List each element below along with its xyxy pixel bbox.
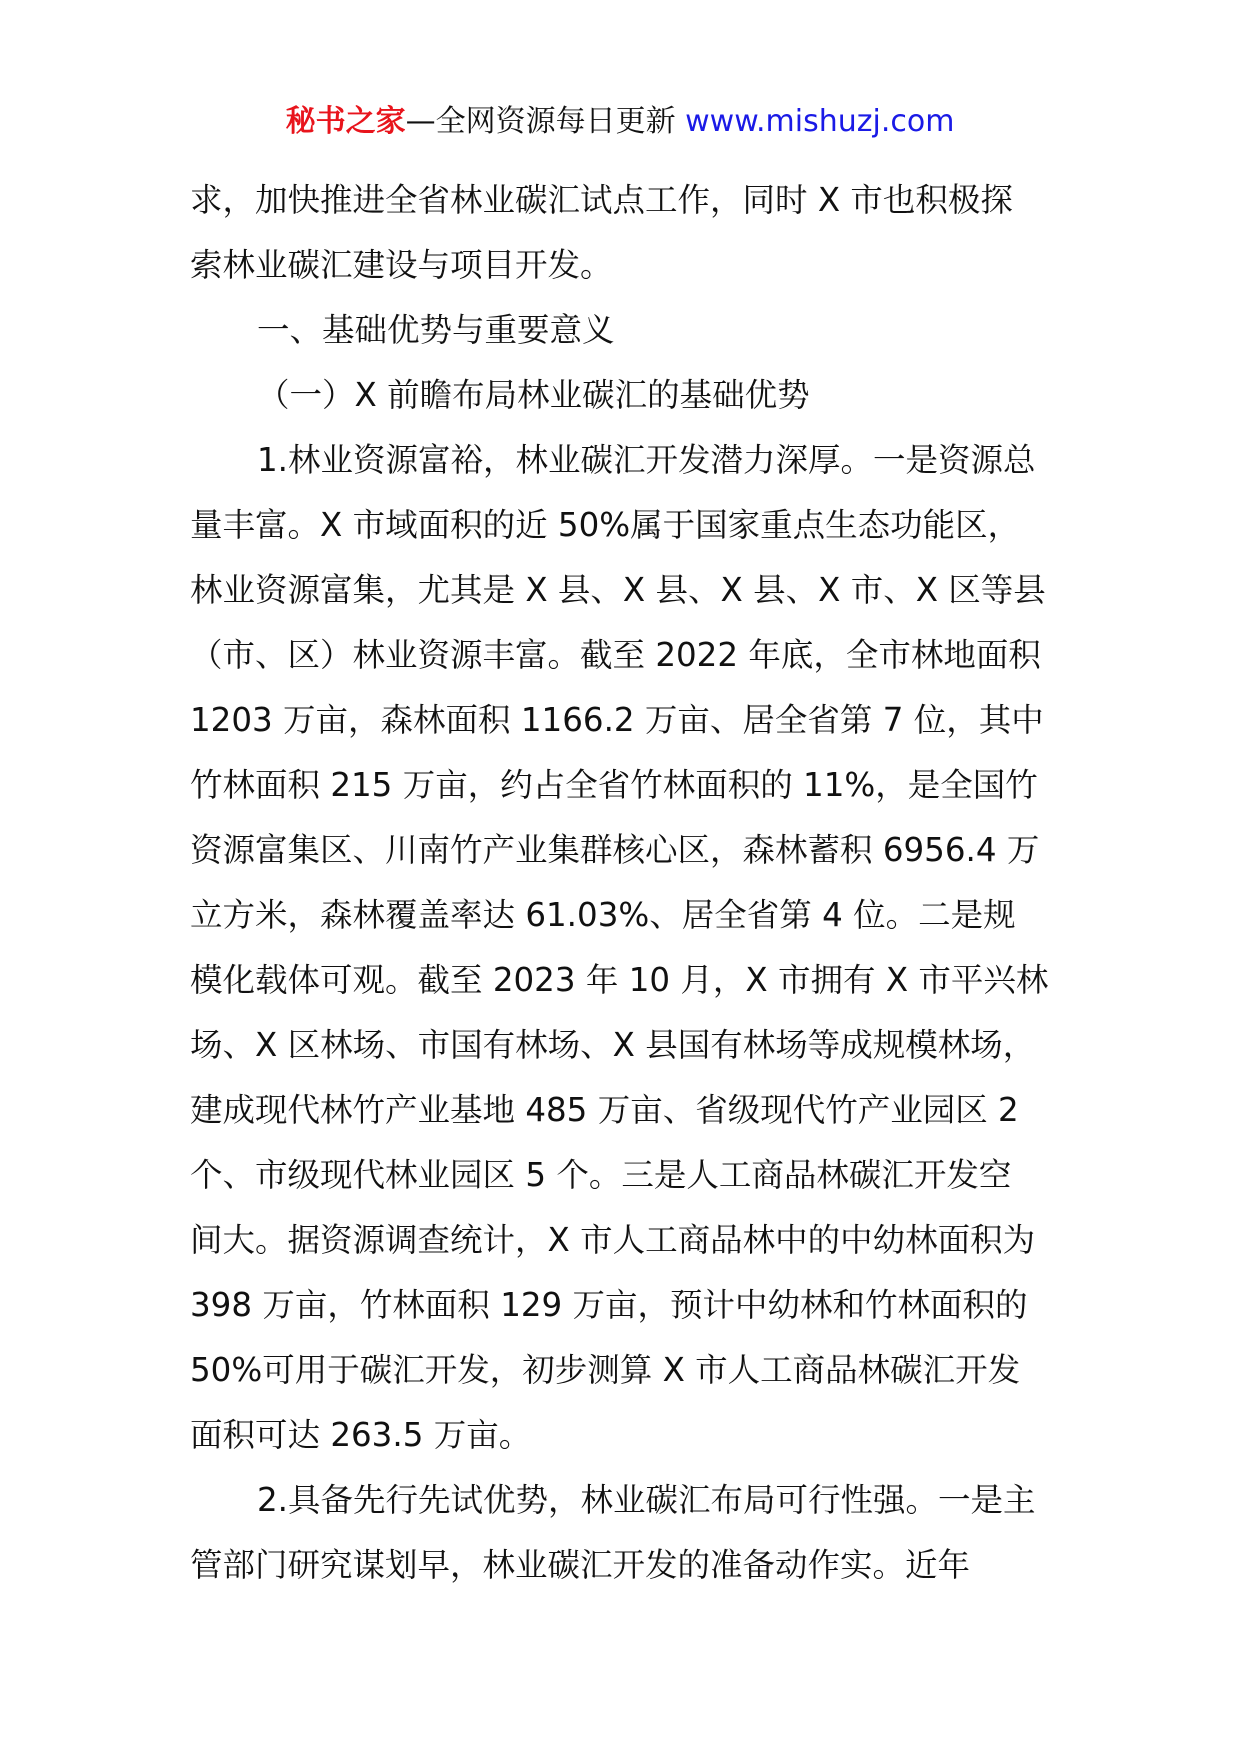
text-line: 2.具备先行先试优势，林业碳汇布局可行性强。一是主	[257, 1481, 1036, 1519]
document-header	[0, 102, 1240, 142]
text-line: 竹林面积 215 万亩，约占全省竹林面积的 11%，是全国竹	[190, 766, 1038, 804]
text-line: 场、X 区林场、市国有林场、X 县国有林场等成规模林场，	[190, 1026, 1036, 1064]
text-line: 建成现代林竹产业基地 485 万亩、省级现代竹产业园区 2	[190, 1091, 1019, 1129]
text-line: 50%可用于碳汇开发，初步测算 X 市人工商品林碳汇开发	[190, 1351, 1021, 1389]
text-line: 1.林业资源富裕，林业碳汇开发潜力深厚。一是资源总	[257, 441, 1036, 479]
text-line: 求，加快推进全省林业碳汇试点工作，同时 X 市也积极探	[190, 181, 1013, 219]
header-site-url[interactable]: www.mishuzj.com	[685, 104, 955, 139]
text-line: 面积可达 263.5 万亩。	[190, 1416, 532, 1454]
text-line: 模化载体可观。截至 2023 年 10 月，X 市拥有 X 市平兴林	[190, 961, 1049, 999]
text-line: （市、区）林业资源丰富。截至 2022 年底，全市林地面积	[190, 636, 1041, 674]
text-line: 管部门研究谋划早，林业碳汇开发的准备动作实。近年	[190, 1546, 971, 1584]
text-line: 1203 万亩，森林面积 1166.2 万亩、居全省第 7 位，其中	[190, 701, 1044, 739]
header-tagline: —全网资源每日更新	[405, 104, 676, 139]
header-brand: 秘书之家	[285, 104, 406, 139]
text-line: 资源富集区、川南竹产业集群核心区，森林蓄积 6956.4 万	[190, 831, 1040, 869]
text-line: 索林业碳汇建设与项目开发。	[190, 246, 613, 284]
text-line: 林业资源富集，尤其是 X 县、X 县、X 县、X 市、X 区等县	[190, 571, 1046, 609]
text-line: 个、市级现代林业园区 5 个。三是人工商品林碳汇开发空	[190, 1156, 1012, 1194]
text-line: 398 万亩，竹林面积 129 万亩，预计中幼林和竹林面积的	[190, 1286, 1028, 1324]
document-body	[190, 168, 1060, 1598]
subsection-heading: （一）X 前瞻布局林业碳汇的基础优势	[257, 376, 810, 414]
text-line: 量丰富。X 市域面积的近 50%属于国家重点生态功能区，	[190, 506, 1021, 544]
text-line: 间大。据资源调查统计，X 市人工商品林中的中幼林面积为	[190, 1221, 1036, 1259]
section-heading: 一、基础优势与重要意义	[257, 311, 615, 349]
text-line: 立方米，森林覆盖率达 61.03%、居全省第 4 位。二是规	[190, 896, 1016, 934]
